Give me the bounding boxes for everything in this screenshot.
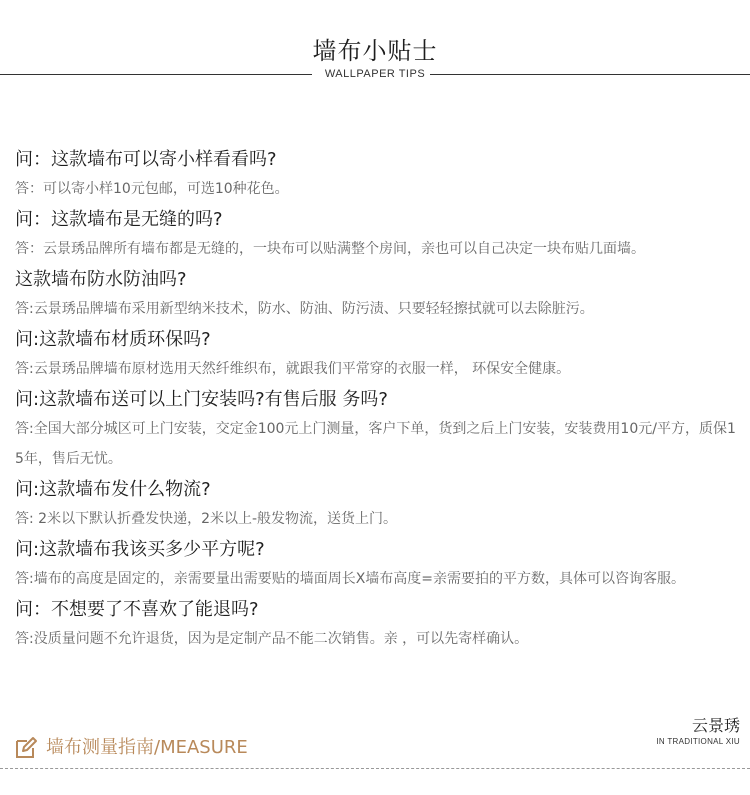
edit-icon [14,736,38,760]
faq-question: 问:这款墙布我该买多少平方呢? [15,539,265,560]
faq-item [15,326,743,384]
faq-item [15,386,743,474]
brand-tagline: IN TRADITIONAL XIU [656,737,740,746]
brand-name: 云景琇 [691,716,740,735]
page-subtitle: WALLPAPER TIPS [324,68,426,80]
faq-answer: 答：可以寄小样10元包邮，可选10种花色。 [15,181,289,197]
faq-list [15,146,743,656]
measure-guide-heading [14,734,248,762]
faq-question: 问：这款墙布可以寄小样看看吗? [15,149,277,170]
faq-answer: 答:全国大部分城区可上门安装，交定金100元上门测量，客户下单，货到之后上门安装，安装费用10元/平方，质保15年，售后无忧。 [15,421,736,467]
faq-question: 问：不想要了不喜欢了能退吗? [15,599,259,620]
dashed-divider [0,768,750,769]
faq-answer: 答:云景琇品牌墙布原材选用天然纤维织布，就跟我们平常穿的衣服一样， 环保安全健康。 [15,361,571,377]
section-header [0,36,750,86]
faq-answer: 答:没质量问题不允许退货，因为是定制产品不能二次销售。亲 ，可以先寄样确认。 [15,631,529,647]
faq-item [15,536,743,594]
faq-question: 问:这款墙布材质环保吗? [15,329,211,350]
faq-question: 问:这款墙布送可以上门安装吗?有售后服 务吗? [15,389,388,410]
faq-item [15,266,743,324]
faq-item [15,596,743,654]
brand-logo [656,716,740,747]
faq-question: 这款墙布防水防油吗? [15,269,187,290]
faq-item [15,146,743,204]
faq-answer: 答:云景琇品牌墙布采用新型纳米技术，防水、防油、防污渍、只要轻轻擦拭就可以去除脏污。 [15,301,594,317]
faq-answer: 答:墙布的高度是固定的，亲需要量出需要贴的墙面周长X墙布高度=亲需要拍的平方数，具体可以咨询客服。 [15,571,686,587]
faq-answer: 答：云景琇品牌所有墙布都是无缝的，一块布可以贴满整个房间，亲也可以自己决定一块布贴几面墙。 [15,241,645,257]
faq-question: 问：这款墙布是无缝的吗? [15,209,223,230]
measure-guide-title: 墙布测量指南/MEASURE [46,737,248,758]
faq-item [15,476,743,534]
faq-answer: 答: 2米以下默认折叠发快递，2米以上-般发物流，送货上门。 [15,511,398,527]
faq-question: 问:这款墙布发什么物流? [15,479,211,500]
page-title: 墙布小贴士 [312,37,438,65]
faq-item [15,206,743,264]
